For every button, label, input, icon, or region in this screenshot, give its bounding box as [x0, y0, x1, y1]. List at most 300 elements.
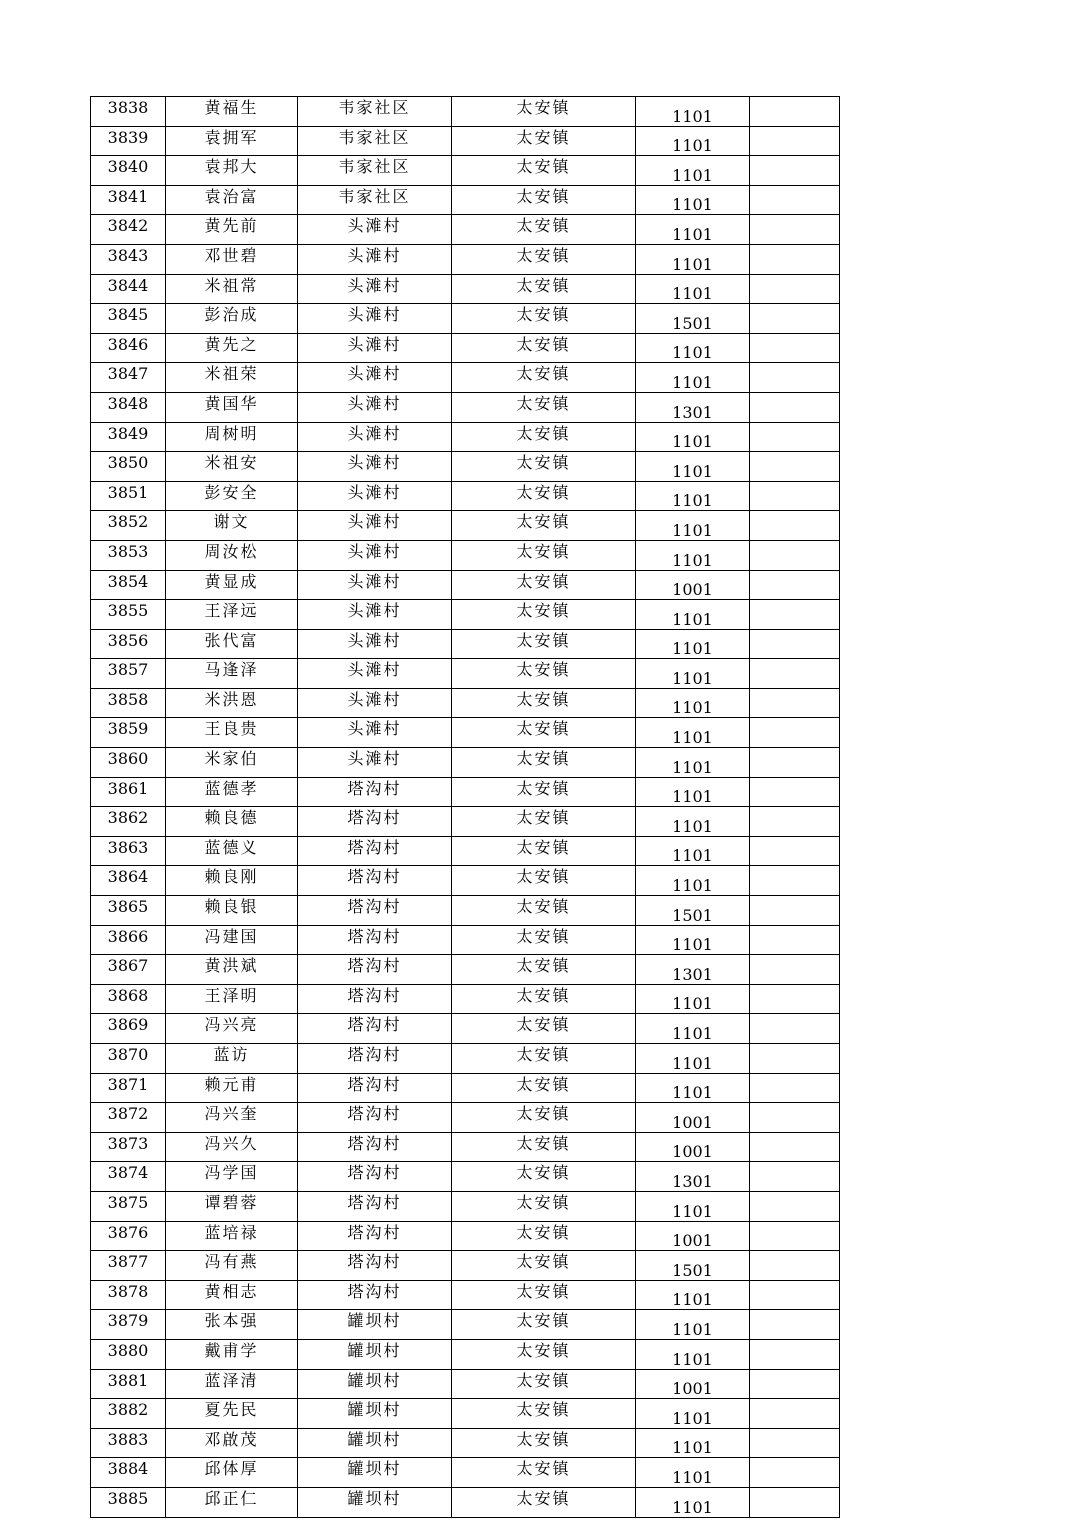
note-cell: [750, 925, 840, 955]
village-cell: 头滩村: [298, 333, 452, 363]
table-row: [91, 659, 840, 689]
person-name-cell: 蓝培禄: [166, 1221, 298, 1251]
table-row: [91, 925, 840, 955]
note-cell: [750, 452, 840, 482]
table-row: [91, 185, 840, 215]
table-row: [91, 896, 840, 926]
person-name-cell: 谢文: [166, 511, 298, 541]
person-name-cell: 冯建国: [166, 925, 298, 955]
code-cell: 1101: [636, 333, 750, 363]
table-row: [91, 1310, 840, 1340]
code-cell: 1101: [636, 866, 750, 896]
table-row: [91, 1073, 840, 1103]
town-cell: 太安镇: [452, 1073, 636, 1103]
code-cell: 1101: [636, 126, 750, 156]
village-cell: 罐坝村: [298, 1487, 452, 1517]
row-number-cell: 3846: [91, 333, 166, 363]
row-number-cell: 3843: [91, 244, 166, 274]
code-cell: 1101: [636, 185, 750, 215]
town-cell: 太安镇: [452, 244, 636, 274]
row-number-cell: 3869: [91, 1014, 166, 1044]
table-row: [91, 1221, 840, 1251]
person-name-cell: 戴甫学: [166, 1339, 298, 1369]
person-name-cell: 邓啟茂: [166, 1428, 298, 1458]
table-row: [91, 452, 840, 482]
code-cell: 1101: [636, 659, 750, 689]
note-cell: [750, 1310, 840, 1340]
table-row: [91, 748, 840, 778]
person-name-cell: 赖良德: [166, 807, 298, 837]
person-name-cell: 邱正仁: [166, 1487, 298, 1517]
table-row: [91, 600, 840, 630]
note-cell: [750, 1221, 840, 1251]
note-cell: [750, 866, 840, 896]
note-cell: [750, 1103, 840, 1133]
note-cell: [750, 126, 840, 156]
table-row: [91, 1044, 840, 1074]
person-name-cell: 蓝访: [166, 1044, 298, 1074]
code-cell: 1001: [636, 1132, 750, 1162]
town-cell: 太安镇: [452, 866, 636, 896]
table-row: [91, 1428, 840, 1458]
village-cell: 头滩村: [298, 570, 452, 600]
person-name-cell: 张本强: [166, 1310, 298, 1340]
village-cell: 塔沟村: [298, 1251, 452, 1281]
village-cell: 头滩村: [298, 452, 452, 482]
table-row: [91, 363, 840, 393]
note-cell: [750, 422, 840, 452]
village-cell: 韦家社区: [298, 126, 452, 156]
code-cell: 1301: [636, 392, 750, 422]
row-number-cell: 3865: [91, 896, 166, 926]
person-name-cell: 彭治成: [166, 304, 298, 334]
table-row: [91, 1132, 840, 1162]
row-number-cell: 3853: [91, 540, 166, 570]
town-cell: 太安镇: [452, 1014, 636, 1044]
row-number-cell: 3868: [91, 984, 166, 1014]
village-cell: 头滩村: [298, 304, 452, 334]
row-number-cell: 3877: [91, 1251, 166, 1281]
row-number-cell: 3883: [91, 1428, 166, 1458]
note-cell: [750, 1073, 840, 1103]
code-cell: 1101: [636, 274, 750, 304]
note-cell: [750, 1458, 840, 1488]
table-row: [91, 274, 840, 304]
person-name-cell: 黄相志: [166, 1280, 298, 1310]
row-number-cell: 3848: [91, 392, 166, 422]
town-cell: 太安镇: [452, 215, 636, 245]
person-name-cell: 米祖荣: [166, 363, 298, 393]
row-number-cell: 3879: [91, 1310, 166, 1340]
table-row: [91, 1487, 840, 1517]
village-cell: 罐坝村: [298, 1310, 452, 1340]
village-cell: 头滩村: [298, 244, 452, 274]
note-cell: [750, 807, 840, 837]
table-row: [91, 97, 840, 127]
note-cell: [750, 1280, 840, 1310]
village-cell: 罐坝村: [298, 1458, 452, 1488]
table-row: [91, 629, 840, 659]
town-cell: 太安镇: [452, 1310, 636, 1340]
row-number-cell: 3856: [91, 629, 166, 659]
village-cell: 罐坝村: [298, 1339, 452, 1369]
village-cell: 塔沟村: [298, 1044, 452, 1074]
note-cell: [750, 481, 840, 511]
person-name-cell: 赖良刚: [166, 866, 298, 896]
village-cell: 罐坝村: [298, 1369, 452, 1399]
town-cell: 太安镇: [452, 777, 636, 807]
note-cell: [750, 955, 840, 985]
table-row: [91, 688, 840, 718]
row-number-cell: 3841: [91, 185, 166, 215]
town-cell: 太安镇: [452, 718, 636, 748]
village-cell: 头滩村: [298, 215, 452, 245]
town-cell: 太安镇: [452, 392, 636, 422]
code-cell: 1101: [636, 629, 750, 659]
village-cell: 塔沟村: [298, 1162, 452, 1192]
row-number-cell: 3861: [91, 777, 166, 807]
table-row: [91, 955, 840, 985]
person-name-cell: 夏先民: [166, 1399, 298, 1429]
town-cell: 太安镇: [452, 333, 636, 363]
village-cell: 韦家社区: [298, 156, 452, 186]
code-cell: 1101: [636, 1014, 750, 1044]
person-name-cell: 马逢泽: [166, 659, 298, 689]
table-row: [91, 511, 840, 541]
person-name-cell: 蓝泽清: [166, 1369, 298, 1399]
table-row: [91, 215, 840, 245]
town-cell: 太安镇: [452, 925, 636, 955]
table-row: [91, 392, 840, 422]
town-cell: 太安镇: [452, 1458, 636, 1488]
village-cell: 头滩村: [298, 659, 452, 689]
village-cell: 塔沟村: [298, 1103, 452, 1133]
code-cell: 1101: [636, 1339, 750, 1369]
code-cell: 1101: [636, 156, 750, 186]
note-cell: [750, 896, 840, 926]
village-cell: 头滩村: [298, 274, 452, 304]
code-cell: 1501: [636, 1251, 750, 1281]
code-cell: 1101: [636, 1073, 750, 1103]
note-cell: [750, 659, 840, 689]
code-cell: 1101: [636, 511, 750, 541]
person-name-cell: 冯兴亮: [166, 1014, 298, 1044]
code-cell: 1101: [636, 1310, 750, 1340]
note-cell: [750, 1339, 840, 1369]
town-cell: 太安镇: [452, 748, 636, 778]
town-cell: 太安镇: [452, 1132, 636, 1162]
roster-table-body: [91, 97, 840, 1518]
table-row: [91, 1103, 840, 1133]
code-cell: 1101: [636, 244, 750, 274]
town-cell: 太安镇: [452, 1428, 636, 1458]
village-cell: 塔沟村: [298, 984, 452, 1014]
table-row: [91, 1191, 840, 1221]
table-row: [91, 1014, 840, 1044]
code-cell: 1101: [636, 984, 750, 1014]
village-cell: 塔沟村: [298, 1014, 452, 1044]
table-row: [91, 1399, 840, 1429]
row-number-cell: 3885: [91, 1487, 166, 1517]
code-cell: 1101: [636, 600, 750, 630]
table-row: [91, 984, 840, 1014]
note-cell: [750, 1399, 840, 1429]
note-cell: [750, 836, 840, 866]
person-name-cell: 袁治富: [166, 185, 298, 215]
village-cell: 塔沟村: [298, 807, 452, 837]
code-cell: 1301: [636, 1162, 750, 1192]
town-cell: 太安镇: [452, 629, 636, 659]
code-cell: 1101: [636, 363, 750, 393]
note-cell: [750, 600, 840, 630]
note-cell: [750, 215, 840, 245]
row-number-cell: 3866: [91, 925, 166, 955]
note-cell: [750, 1132, 840, 1162]
note-cell: [750, 1369, 840, 1399]
person-name-cell: 冯有燕: [166, 1251, 298, 1281]
town-cell: 太安镇: [452, 1399, 636, 1429]
village-cell: 塔沟村: [298, 925, 452, 955]
town-cell: 太安镇: [452, 659, 636, 689]
person-name-cell: 蓝德义: [166, 836, 298, 866]
row-number-cell: 3881: [91, 1369, 166, 1399]
village-cell: 头滩村: [298, 422, 452, 452]
table-row: [91, 1162, 840, 1192]
row-number-cell: 3840: [91, 156, 166, 186]
note-cell: [750, 570, 840, 600]
note-cell: [750, 185, 840, 215]
village-cell: 塔沟村: [298, 1280, 452, 1310]
row-number-cell: 3854: [91, 570, 166, 600]
village-cell: 韦家社区: [298, 185, 452, 215]
row-number-cell: 3860: [91, 748, 166, 778]
row-number-cell: 3862: [91, 807, 166, 837]
person-name-cell: 周汝松: [166, 540, 298, 570]
town-cell: 太安镇: [452, 1103, 636, 1133]
village-cell: 头滩村: [298, 748, 452, 778]
row-number-cell: 3847: [91, 363, 166, 393]
village-cell: 塔沟村: [298, 866, 452, 896]
code-cell: 1001: [636, 570, 750, 600]
note-cell: [750, 511, 840, 541]
person-name-cell: 冯兴久: [166, 1132, 298, 1162]
person-name-cell: 周树明: [166, 422, 298, 452]
code-cell: 1001: [636, 1221, 750, 1251]
table-row: [91, 866, 840, 896]
town-cell: 太安镇: [452, 274, 636, 304]
village-cell: 头滩村: [298, 392, 452, 422]
code-cell: 1101: [636, 540, 750, 570]
town-cell: 太安镇: [452, 540, 636, 570]
note-cell: [750, 748, 840, 778]
town-cell: 太安镇: [452, 156, 636, 186]
person-name-cell: 袁邦大: [166, 156, 298, 186]
note-cell: [750, 244, 840, 274]
row-number-cell: 3876: [91, 1221, 166, 1251]
table-row: [91, 570, 840, 600]
village-cell: 头滩村: [298, 363, 452, 393]
town-cell: 太安镇: [452, 896, 636, 926]
village-cell: 头滩村: [298, 511, 452, 541]
code-cell: 1101: [636, 836, 750, 866]
row-number-cell: 3878: [91, 1280, 166, 1310]
table-row: [91, 304, 840, 334]
person-name-cell: 邱体厚: [166, 1458, 298, 1488]
code-cell: 1001: [636, 1369, 750, 1399]
person-name-cell: 王泽明: [166, 984, 298, 1014]
table-row: [91, 126, 840, 156]
town-cell: 太安镇: [452, 511, 636, 541]
row-number-cell: 3839: [91, 126, 166, 156]
town-cell: 太安镇: [452, 185, 636, 215]
town-cell: 太安镇: [452, 1251, 636, 1281]
note-cell: [750, 718, 840, 748]
row-number-cell: 3867: [91, 955, 166, 985]
person-name-cell: 赖元甫: [166, 1073, 298, 1103]
town-cell: 太安镇: [452, 836, 636, 866]
table-row: [91, 1458, 840, 1488]
code-cell: 1101: [636, 688, 750, 718]
village-cell: 塔沟村: [298, 896, 452, 926]
row-number-cell: 3872: [91, 1103, 166, 1133]
note-cell: [750, 363, 840, 393]
code-cell: 1101: [636, 481, 750, 511]
person-name-cell: 冯兴奎: [166, 1103, 298, 1133]
note-cell: [750, 156, 840, 186]
code-cell: 1101: [636, 1044, 750, 1074]
person-name-cell: 张代富: [166, 629, 298, 659]
code-cell: 1101: [636, 1428, 750, 1458]
code-cell: 1101: [636, 1458, 750, 1488]
row-number-cell: 3849: [91, 422, 166, 452]
person-name-cell: 袁拥军: [166, 126, 298, 156]
person-name-cell: 黄国华: [166, 392, 298, 422]
village-cell: 罐坝村: [298, 1399, 452, 1429]
note-cell: [750, 984, 840, 1014]
person-name-cell: 谭碧蓉: [166, 1191, 298, 1221]
table-row: [91, 1251, 840, 1281]
note-cell: [750, 1251, 840, 1281]
row-number-cell: 3874: [91, 1162, 166, 1192]
town-cell: 太安镇: [452, 807, 636, 837]
table-row: [91, 807, 840, 837]
table-row: [91, 422, 840, 452]
person-name-cell: 米祖安: [166, 452, 298, 482]
note-cell: [750, 688, 840, 718]
town-cell: 太安镇: [452, 1369, 636, 1399]
town-cell: 太安镇: [452, 97, 636, 127]
town-cell: 太安镇: [452, 1191, 636, 1221]
town-cell: 太安镇: [452, 1339, 636, 1369]
town-cell: 太安镇: [452, 1044, 636, 1074]
note-cell: [750, 1191, 840, 1221]
code-cell: 1101: [636, 422, 750, 452]
town-cell: 太安镇: [452, 1221, 636, 1251]
village-cell: 头滩村: [298, 540, 452, 570]
person-name-cell: 王泽远: [166, 600, 298, 630]
row-number-cell: 3870: [91, 1044, 166, 1074]
village-cell: 塔沟村: [298, 955, 452, 985]
person-name-cell: 黄先前: [166, 215, 298, 245]
code-cell: 1101: [636, 1191, 750, 1221]
code-cell: 1101: [636, 215, 750, 245]
row-number-cell: 3850: [91, 452, 166, 482]
code-cell: 1101: [636, 452, 750, 482]
note-cell: [750, 629, 840, 659]
row-number-cell: 3855: [91, 600, 166, 630]
village-cell: 头滩村: [298, 629, 452, 659]
note-cell: [750, 333, 840, 363]
person-name-cell: 黄显成: [166, 570, 298, 600]
table-row: [91, 540, 840, 570]
person-name-cell: 黄洪斌: [166, 955, 298, 985]
note-cell: [750, 392, 840, 422]
town-cell: 太安镇: [452, 126, 636, 156]
note-cell: [750, 274, 840, 304]
row-number-cell: 3858: [91, 688, 166, 718]
note-cell: [750, 97, 840, 127]
village-cell: 塔沟村: [298, 1221, 452, 1251]
village-cell: 头滩村: [298, 718, 452, 748]
town-cell: 太安镇: [452, 1162, 636, 1192]
village-cell: 头滩村: [298, 600, 452, 630]
note-cell: [750, 1014, 840, 1044]
person-name-cell: 蓝德孝: [166, 777, 298, 807]
row-number-cell: 3852: [91, 511, 166, 541]
row-number-cell: 3857: [91, 659, 166, 689]
note-cell: [750, 1162, 840, 1192]
row-number-cell: 3851: [91, 481, 166, 511]
note-cell: [750, 540, 840, 570]
code-cell: 1501: [636, 304, 750, 334]
table-row: [91, 1339, 840, 1369]
note-cell: [750, 1044, 840, 1074]
row-number-cell: 3871: [91, 1073, 166, 1103]
row-number-cell: 3864: [91, 866, 166, 896]
code-cell: 1101: [636, 748, 750, 778]
person-name-cell: 米祖常: [166, 274, 298, 304]
table-row: [91, 836, 840, 866]
code-cell: 1001: [636, 1103, 750, 1133]
town-cell: 太安镇: [452, 600, 636, 630]
note-cell: [750, 777, 840, 807]
code-cell: 1101: [636, 807, 750, 837]
row-number-cell: 3844: [91, 274, 166, 304]
town-cell: 太安镇: [452, 422, 636, 452]
row-number-cell: 3859: [91, 718, 166, 748]
table-row: [91, 777, 840, 807]
village-cell: 塔沟村: [298, 1191, 452, 1221]
code-cell: 1101: [636, 777, 750, 807]
person-name-cell: 彭安全: [166, 481, 298, 511]
row-number-cell: 3863: [91, 836, 166, 866]
code-cell: 1301: [636, 955, 750, 985]
person-name-cell: 冯学国: [166, 1162, 298, 1192]
row-number-cell: 3882: [91, 1399, 166, 1429]
roster-table: [90, 96, 840, 1518]
town-cell: 太安镇: [452, 363, 636, 393]
village-cell: 罐坝村: [298, 1428, 452, 1458]
note-cell: [750, 304, 840, 334]
table-row: [91, 244, 840, 274]
person-name-cell: 赖良银: [166, 896, 298, 926]
town-cell: 太安镇: [452, 1487, 636, 1517]
table-row: [91, 1369, 840, 1399]
person-name-cell: 黄先之: [166, 333, 298, 363]
village-cell: 塔沟村: [298, 1073, 452, 1103]
table-row: [91, 156, 840, 186]
row-number-cell: 3880: [91, 1339, 166, 1369]
